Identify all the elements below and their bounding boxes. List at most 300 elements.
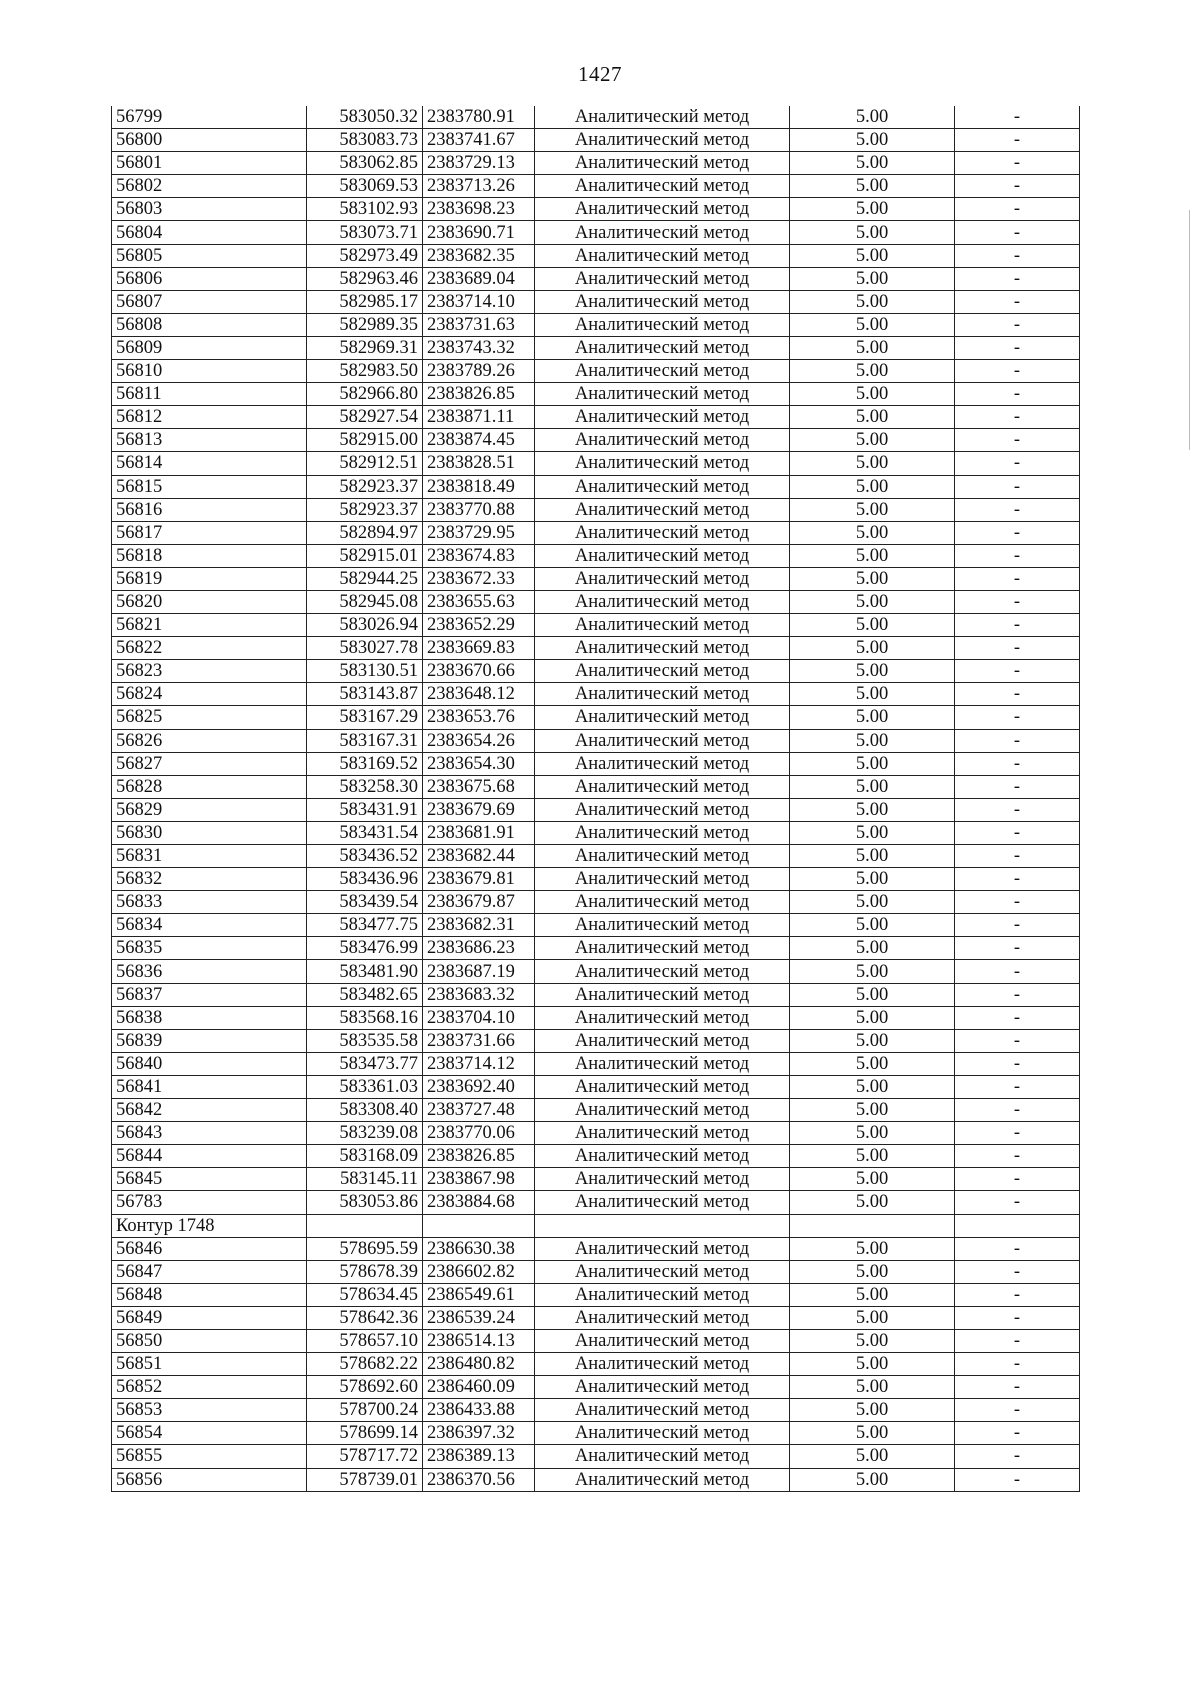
table-row — [112, 960, 1080, 983]
method-cell: Аналитический метод — [535, 937, 790, 960]
y-coordinate-cell: 2383692.40 — [423, 1075, 535, 1098]
accuracy-cell: 5.00 — [790, 498, 955, 521]
accuracy-cell: 5.00 — [790, 1075, 955, 1098]
accuracy-cell: 5.00 — [790, 360, 955, 383]
point-number-cell: 56817 — [112, 521, 307, 544]
method-cell: Аналитический метод — [535, 406, 790, 429]
x-coordinate-cell: 578695.59 — [307, 1237, 423, 1260]
note-cell: - — [955, 383, 1080, 406]
coordinates-table — [111, 106, 1080, 1492]
note-cell: - — [955, 106, 1080, 129]
accuracy-cell: 5.00 — [790, 1468, 955, 1491]
table-row — [112, 106, 1080, 129]
accuracy-cell: 5.00 — [790, 775, 955, 798]
accuracy-cell: 5.00 — [790, 221, 955, 244]
y-coordinate-cell: 2383679.69 — [423, 798, 535, 821]
accuracy-cell: 5.00 — [790, 660, 955, 683]
point-number-cell: 56814 — [112, 452, 307, 475]
table-row — [112, 1445, 1080, 1468]
method-cell: Аналитический метод — [535, 1283, 790, 1306]
point-number-cell: 56829 — [112, 798, 307, 821]
table-row — [112, 614, 1080, 637]
x-coordinate-cell: 578699.14 — [307, 1422, 423, 1445]
point-number-cell: 56801 — [112, 152, 307, 175]
note-cell: - — [955, 1445, 1080, 1468]
accuracy-cell: 5.00 — [790, 267, 955, 290]
x-coordinate-cell: 583167.31 — [307, 729, 423, 752]
method-cell: Аналитический метод — [535, 1052, 790, 1075]
method-cell: Аналитический метод — [535, 706, 790, 729]
method-cell: Аналитический метод — [535, 567, 790, 590]
table-row — [112, 660, 1080, 683]
method-cell: Аналитический метод — [535, 175, 790, 198]
note-cell: - — [955, 660, 1080, 683]
point-number-cell: 56838 — [112, 1006, 307, 1029]
x-coordinate-cell: 578642.36 — [307, 1306, 423, 1329]
accuracy-cell: 5.00 — [790, 290, 955, 313]
method-cell: Аналитический метод — [535, 590, 790, 613]
method-cell: Аналитический метод — [535, 798, 790, 821]
accuracy-cell: 5.00 — [790, 1353, 955, 1376]
empty-cell — [307, 1214, 423, 1237]
table-row — [112, 590, 1080, 613]
x-coordinate-cell: 582963.46 — [307, 267, 423, 290]
point-number-cell: 56851 — [112, 1353, 307, 1376]
note-cell: - — [955, 544, 1080, 567]
x-coordinate-cell: 583436.96 — [307, 868, 423, 891]
table-row — [112, 775, 1080, 798]
note-cell: - — [955, 244, 1080, 267]
accuracy-cell: 5.00 — [790, 106, 955, 129]
point-number-cell: 56843 — [112, 1122, 307, 1145]
method-cell: Аналитический метод — [535, 868, 790, 891]
accuracy-cell: 5.00 — [790, 1006, 955, 1029]
y-coordinate-cell: 2386433.88 — [423, 1399, 535, 1422]
y-coordinate-cell: 2383670.66 — [423, 660, 535, 683]
table-row — [112, 798, 1080, 821]
y-coordinate-cell: 2383727.48 — [423, 1099, 535, 1122]
y-coordinate-cell: 2383679.87 — [423, 891, 535, 914]
y-coordinate-cell: 2386630.38 — [423, 1237, 535, 1260]
table-row — [112, 1145, 1080, 1168]
point-number-cell: 56818 — [112, 544, 307, 567]
note-cell: - — [955, 590, 1080, 613]
table-row — [112, 1329, 1080, 1352]
method-cell: Аналитический метод — [535, 544, 790, 567]
method-cell: Аналитический метод — [535, 313, 790, 336]
y-coordinate-cell: 2383683.32 — [423, 983, 535, 1006]
accuracy-cell: 5.00 — [790, 175, 955, 198]
accuracy-cell: 5.00 — [790, 1099, 955, 1122]
x-coordinate-cell: 583431.54 — [307, 821, 423, 844]
table-row — [112, 221, 1080, 244]
point-number-cell: 56811 — [112, 383, 307, 406]
y-coordinate-cell: 2383682.44 — [423, 845, 535, 868]
table-row — [112, 683, 1080, 706]
y-coordinate-cell: 2383828.51 — [423, 452, 535, 475]
table-row — [112, 1099, 1080, 1122]
table-row — [112, 1191, 1080, 1214]
method-cell: Аналитический метод — [535, 1399, 790, 1422]
x-coordinate-cell: 582966.80 — [307, 383, 423, 406]
table-row — [112, 706, 1080, 729]
note-cell: - — [955, 1283, 1080, 1306]
point-number-cell: 56806 — [112, 267, 307, 290]
point-number-cell: 56831 — [112, 845, 307, 868]
y-coordinate-cell: 2383741.67 — [423, 129, 535, 152]
point-number-cell: 56850 — [112, 1329, 307, 1352]
table-row — [112, 567, 1080, 590]
method-cell: Аналитический метод — [535, 845, 790, 868]
point-number-cell: 56822 — [112, 637, 307, 660]
method-cell: Аналитический метод — [535, 498, 790, 521]
point-number-cell: 56826 — [112, 729, 307, 752]
point-number-cell: 56833 — [112, 891, 307, 914]
method-cell: Аналитический метод — [535, 198, 790, 221]
method-cell: Аналитический метод — [535, 960, 790, 983]
method-cell: Аналитический метод — [535, 775, 790, 798]
method-cell: Аналитический метод — [535, 1168, 790, 1191]
note-cell: - — [955, 937, 1080, 960]
note-cell: - — [955, 845, 1080, 868]
x-coordinate-cell: 583436.52 — [307, 845, 423, 868]
point-number-cell: 56803 — [112, 198, 307, 221]
y-coordinate-cell: 2383714.10 — [423, 290, 535, 313]
accuracy-cell: 5.00 — [790, 406, 955, 429]
contour-header-row — [112, 1214, 1080, 1237]
note-cell: - — [955, 198, 1080, 221]
point-number-cell: 56808 — [112, 313, 307, 336]
point-number-cell: 56841 — [112, 1075, 307, 1098]
contour-label: Контур 1748 — [112, 1214, 307, 1237]
method-cell: Аналитический метод — [535, 637, 790, 660]
note-cell: - — [955, 336, 1080, 359]
note-cell: - — [955, 129, 1080, 152]
method-cell: Аналитический метод — [535, 1029, 790, 1052]
accuracy-cell: 5.00 — [790, 706, 955, 729]
y-coordinate-cell: 2383690.71 — [423, 221, 535, 244]
y-coordinate-cell: 2383867.98 — [423, 1168, 535, 1191]
table-row — [112, 406, 1080, 429]
x-coordinate-cell: 582973.49 — [307, 244, 423, 267]
table-row — [112, 267, 1080, 290]
table-row — [112, 175, 1080, 198]
point-number-cell: 56834 — [112, 914, 307, 937]
x-coordinate-cell: 583026.94 — [307, 614, 423, 637]
table-row — [112, 198, 1080, 221]
method-cell: Аналитический метод — [535, 336, 790, 359]
y-coordinate-cell: 2383654.26 — [423, 729, 535, 752]
y-coordinate-cell: 2383884.68 — [423, 1191, 535, 1214]
note-cell: - — [955, 1191, 1080, 1214]
accuracy-cell: 5.00 — [790, 729, 955, 752]
x-coordinate-cell: 583431.91 — [307, 798, 423, 821]
table-row — [112, 1006, 1080, 1029]
note-cell: - — [955, 868, 1080, 891]
point-number-cell: 56816 — [112, 498, 307, 521]
empty-cell — [955, 1214, 1080, 1237]
note-cell: - — [955, 1075, 1080, 1098]
table-row — [112, 1029, 1080, 1052]
point-number-cell: 56844 — [112, 1145, 307, 1168]
y-coordinate-cell: 2383874.45 — [423, 429, 535, 452]
point-number-cell: 56832 — [112, 868, 307, 891]
x-coordinate-cell: 582983.50 — [307, 360, 423, 383]
x-coordinate-cell: 578717.72 — [307, 1445, 423, 1468]
table-row — [112, 1168, 1080, 1191]
y-coordinate-cell: 2386514.13 — [423, 1329, 535, 1352]
point-number-cell: 56825 — [112, 706, 307, 729]
point-number-cell: 56842 — [112, 1099, 307, 1122]
y-coordinate-cell: 2386539.24 — [423, 1306, 535, 1329]
y-coordinate-cell: 2383789.26 — [423, 360, 535, 383]
accuracy-cell: 5.00 — [790, 198, 955, 221]
table-row — [112, 1376, 1080, 1399]
table-row — [112, 1052, 1080, 1075]
table-row — [112, 1422, 1080, 1445]
point-number-cell: 56799 — [112, 106, 307, 129]
point-number-cell: 56845 — [112, 1168, 307, 1191]
point-number-cell: 56853 — [112, 1399, 307, 1422]
accuracy-cell: 5.00 — [790, 590, 955, 613]
note-cell: - — [955, 406, 1080, 429]
accuracy-cell: 5.00 — [790, 1283, 955, 1306]
accuracy-cell: 5.00 — [790, 1191, 955, 1214]
point-number-cell: 56828 — [112, 775, 307, 798]
note-cell: - — [955, 1376, 1080, 1399]
y-coordinate-cell: 2383682.35 — [423, 244, 535, 267]
x-coordinate-cell: 582923.37 — [307, 475, 423, 498]
note-cell: - — [955, 614, 1080, 637]
method-cell: Аналитический метод — [535, 1329, 790, 1352]
y-coordinate-cell: 2383871.11 — [423, 406, 535, 429]
y-coordinate-cell: 2386389.13 — [423, 1445, 535, 1468]
note-cell: - — [955, 152, 1080, 175]
y-coordinate-cell: 2383714.12 — [423, 1052, 535, 1075]
x-coordinate-cell: 582969.31 — [307, 336, 423, 359]
method-cell: Аналитический метод — [535, 360, 790, 383]
y-coordinate-cell: 2383729.13 — [423, 152, 535, 175]
accuracy-cell: 5.00 — [790, 637, 955, 660]
point-number-cell: 56846 — [112, 1237, 307, 1260]
note-cell: - — [955, 706, 1080, 729]
table-row — [112, 914, 1080, 937]
point-number-cell: 56805 — [112, 244, 307, 267]
note-cell: - — [955, 891, 1080, 914]
x-coordinate-cell: 582894.97 — [307, 521, 423, 544]
point-number-cell: 56813 — [112, 429, 307, 452]
y-coordinate-cell: 2383679.81 — [423, 868, 535, 891]
accuracy-cell: 5.00 — [790, 244, 955, 267]
x-coordinate-cell: 578682.22 — [307, 1353, 423, 1376]
y-coordinate-cell: 2383729.95 — [423, 521, 535, 544]
table-row — [112, 1353, 1080, 1376]
x-coordinate-cell: 583477.75 — [307, 914, 423, 937]
note-cell: - — [955, 960, 1080, 983]
point-number-cell: 56837 — [112, 983, 307, 1006]
x-coordinate-cell: 583145.11 — [307, 1168, 423, 1191]
table-row — [112, 729, 1080, 752]
note-cell: - — [955, 1329, 1080, 1352]
point-number-cell: 56855 — [112, 1445, 307, 1468]
note-cell: - — [955, 1122, 1080, 1145]
x-coordinate-cell: 578634.45 — [307, 1283, 423, 1306]
method-cell: Аналитический метод — [535, 290, 790, 313]
y-coordinate-cell: 2383681.91 — [423, 821, 535, 844]
note-cell: - — [955, 360, 1080, 383]
y-coordinate-cell: 2383687.19 — [423, 960, 535, 983]
accuracy-cell: 5.00 — [790, 521, 955, 544]
note-cell: - — [955, 567, 1080, 590]
accuracy-cell: 5.00 — [790, 567, 955, 590]
table-row — [112, 452, 1080, 475]
x-coordinate-cell: 578739.01 — [307, 1468, 423, 1491]
note-cell: - — [955, 521, 1080, 544]
note-cell: - — [955, 452, 1080, 475]
accuracy-cell: 5.00 — [790, 752, 955, 775]
point-number-cell: 56823 — [112, 660, 307, 683]
accuracy-cell: 5.00 — [790, 614, 955, 637]
table-row — [112, 821, 1080, 844]
note-cell: - — [955, 1237, 1080, 1260]
accuracy-cell: 5.00 — [790, 845, 955, 868]
note-cell: - — [955, 1052, 1080, 1075]
y-coordinate-cell: 2383686.23 — [423, 937, 535, 960]
y-coordinate-cell: 2383826.85 — [423, 1145, 535, 1168]
empty-cell — [790, 1214, 955, 1237]
method-cell: Аналитический метод — [535, 1075, 790, 1098]
note-cell: - — [955, 290, 1080, 313]
table-row — [112, 313, 1080, 336]
note-cell: - — [955, 798, 1080, 821]
y-coordinate-cell: 2386602.82 — [423, 1260, 535, 1283]
note-cell: - — [955, 429, 1080, 452]
method-cell: Аналитический метод — [535, 221, 790, 244]
x-coordinate-cell: 578678.39 — [307, 1260, 423, 1283]
y-coordinate-cell: 2383698.23 — [423, 198, 535, 221]
method-cell: Аналитический метод — [535, 983, 790, 1006]
x-coordinate-cell: 583102.93 — [307, 198, 423, 221]
x-coordinate-cell: 583083.73 — [307, 129, 423, 152]
table-row — [112, 845, 1080, 868]
method-cell: Аналитический метод — [535, 1422, 790, 1445]
accuracy-cell: 5.00 — [790, 821, 955, 844]
table-row — [112, 891, 1080, 914]
y-coordinate-cell: 2383743.32 — [423, 336, 535, 359]
accuracy-cell: 5.00 — [790, 1145, 955, 1168]
empty-cell — [535, 1214, 790, 1237]
accuracy-cell: 5.00 — [790, 1399, 955, 1422]
accuracy-cell: 5.00 — [790, 383, 955, 406]
note-cell: - — [955, 1468, 1080, 1491]
note-cell: - — [955, 313, 1080, 336]
accuracy-cell: 5.00 — [790, 891, 955, 914]
method-cell: Аналитический метод — [535, 1445, 790, 1468]
x-coordinate-cell: 582944.25 — [307, 567, 423, 590]
method-cell: Аналитический метод — [535, 1006, 790, 1029]
point-number-cell: 56849 — [112, 1306, 307, 1329]
point-number-cell: 56800 — [112, 129, 307, 152]
x-coordinate-cell: 583535.58 — [307, 1029, 423, 1052]
method-cell: Аналитический метод — [535, 1376, 790, 1399]
x-coordinate-cell: 583027.78 — [307, 637, 423, 660]
accuracy-cell: 5.00 — [790, 914, 955, 937]
table-row — [112, 1399, 1080, 1422]
y-coordinate-cell: 2383704.10 — [423, 1006, 535, 1029]
accuracy-cell: 5.00 — [790, 429, 955, 452]
x-coordinate-cell: 583568.16 — [307, 1006, 423, 1029]
point-number-cell: 56852 — [112, 1376, 307, 1399]
y-coordinate-cell: 2386460.09 — [423, 1376, 535, 1399]
accuracy-cell: 5.00 — [790, 1168, 955, 1191]
accuracy-cell: 5.00 — [790, 1445, 955, 1468]
y-coordinate-cell: 2383655.63 — [423, 590, 535, 613]
method-cell: Аналитический метод — [535, 614, 790, 637]
method-cell: Аналитический метод — [535, 1237, 790, 1260]
x-coordinate-cell: 583476.99 — [307, 937, 423, 960]
method-cell: Аналитический метод — [535, 383, 790, 406]
method-cell: Аналитический метод — [535, 1099, 790, 1122]
x-coordinate-cell: 583439.54 — [307, 891, 423, 914]
y-coordinate-cell: 2386480.82 — [423, 1353, 535, 1376]
note-cell: - — [955, 1099, 1080, 1122]
note-cell: - — [955, 775, 1080, 798]
x-coordinate-cell: 583053.86 — [307, 1191, 423, 1214]
y-coordinate-cell: 2383669.83 — [423, 637, 535, 660]
accuracy-cell: 5.00 — [790, 544, 955, 567]
margin-mark — [1189, 210, 1190, 450]
note-cell: - — [955, 475, 1080, 498]
method-cell: Аналитический метод — [535, 1468, 790, 1491]
x-coordinate-cell: 583258.30 — [307, 775, 423, 798]
method-cell: Аналитический метод — [535, 1122, 790, 1145]
accuracy-cell: 5.00 — [790, 798, 955, 821]
accuracy-cell: 5.00 — [790, 1376, 955, 1399]
y-coordinate-cell: 2383770.06 — [423, 1122, 535, 1145]
method-cell: Аналитический метод — [535, 152, 790, 175]
point-number-cell: 56848 — [112, 1283, 307, 1306]
x-coordinate-cell: 582923.37 — [307, 498, 423, 521]
method-cell: Аналитический метод — [535, 129, 790, 152]
y-coordinate-cell: 2383682.31 — [423, 914, 535, 937]
method-cell: Аналитический метод — [535, 821, 790, 844]
table-row — [112, 1075, 1080, 1098]
coordinates-table-body — [112, 106, 1080, 1491]
accuracy-cell: 5.00 — [790, 937, 955, 960]
point-number-cell: 56783 — [112, 1191, 307, 1214]
point-number-cell: 56807 — [112, 290, 307, 313]
point-number-cell: 56810 — [112, 360, 307, 383]
x-coordinate-cell: 583073.71 — [307, 221, 423, 244]
method-cell: Аналитический метод — [535, 452, 790, 475]
y-coordinate-cell: 2383654.30 — [423, 752, 535, 775]
table-row — [112, 983, 1080, 1006]
method-cell: Аналитический метод — [535, 244, 790, 267]
y-coordinate-cell: 2383818.49 — [423, 475, 535, 498]
table-row — [112, 1237, 1080, 1260]
note-cell: - — [955, 1168, 1080, 1191]
page-number: 1427 — [578, 62, 622, 86]
method-cell: Аналитический метод — [535, 521, 790, 544]
table-row — [112, 521, 1080, 544]
point-number-cell: 56840 — [112, 1052, 307, 1075]
y-coordinate-cell: 2383770.88 — [423, 498, 535, 521]
note-cell: - — [955, 498, 1080, 521]
method-cell: Аналитический метод — [535, 891, 790, 914]
accuracy-cell: 5.00 — [790, 983, 955, 1006]
x-coordinate-cell: 583361.03 — [307, 1075, 423, 1098]
y-coordinate-cell: 2383713.26 — [423, 175, 535, 198]
